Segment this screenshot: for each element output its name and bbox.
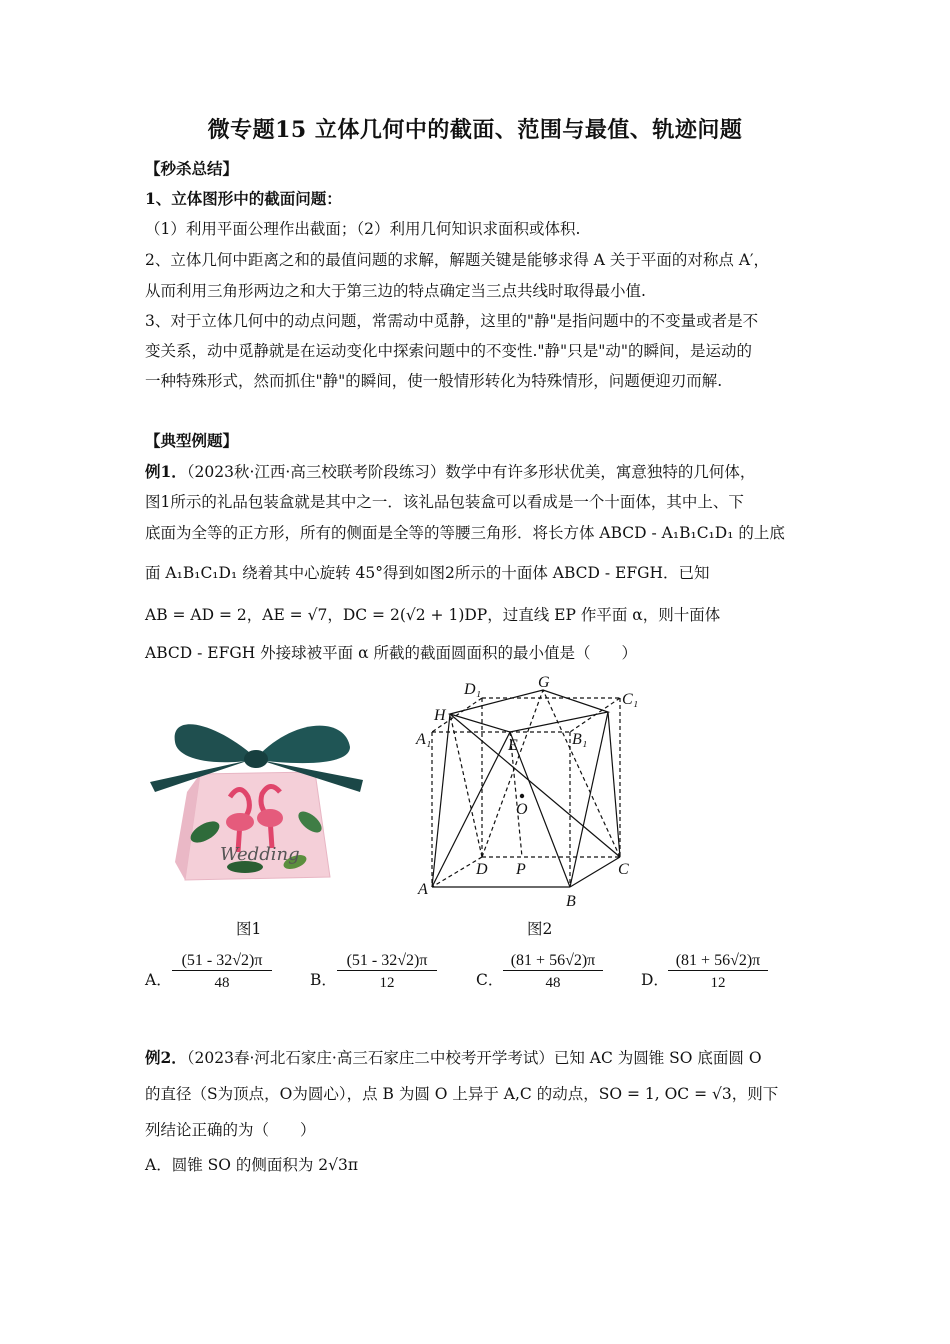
example1-label: 例1． [145, 462, 187, 481]
option-d-fraction [668, 952, 768, 992]
page-title: 微专题15 立体几何中的截面、范围与最值、轨迹问题 [207, 117, 743, 143]
label-b: B [566, 893, 576, 910]
example1-line-5: AB = AD = 2，AE = √7，DC = 2(√2 + 1)DP，过直线 EP 作平面 α，则十面体 [145, 606, 721, 624]
option-c-numerator: (81 + 56√2)π [503, 952, 603, 971]
option-d-denominator: 12 [710, 975, 726, 991]
option-c-denominator: 48 [545, 975, 561, 991]
example2-line-1 [145, 1047, 810, 1069]
example1-line-2: 图1所示的礼品包装盒就是其中之一．该礼品包装盒可以看成是一个十面体，其中上、下 [145, 493, 744, 511]
summary-point-1-body: （1）利用平面公理作出截面；（2）利用几何知识求面积或体积. [145, 220, 581, 238]
summary-header: 【秒杀总结】 [145, 159, 239, 178]
label-h: H [434, 707, 446, 724]
example1-line-1 [145, 461, 810, 483]
summary-point-2-line-1: 2、立体几何中距离之和的最值问题的求解，解题关键是能够求得 A 关于平面的对称点 A′， [145, 251, 770, 269]
option-a-fraction [172, 952, 272, 992]
gift-box-photo [145, 712, 370, 902]
example2-label: 例2． [145, 1048, 187, 1067]
option-b-denominator: 12 [379, 975, 395, 991]
option-c-fraction [503, 952, 603, 992]
option-a-letter: A． [145, 971, 172, 989]
label-d: D [476, 861, 488, 878]
label-g: G [538, 674, 550, 691]
summary-point-3-line-2: 变关系，动中觅静就是在运动变化中探索问题中的不变性."静"只是"动"的瞬间，是运动的 [145, 342, 752, 360]
figure2-caption: 图2 [527, 920, 553, 938]
figure1-caption: 图1 [236, 920, 262, 938]
option-a-denominator: 48 [214, 975, 230, 991]
example2-line-1-text: （2023春·河北石家庄·高三石家庄二中校考开学考试）已知 AC 为圆锥 SO 底面圆 O [186, 1049, 762, 1067]
summary-point-2-line-2: 从而利用三角形两边之和大于第三边的特点确定当三点共线时取得最小值. [145, 282, 646, 300]
option-b-numerator: (51 - 32√2)π [337, 952, 437, 971]
label-o: O [516, 801, 528, 818]
option-d-letter: D． [641, 971, 669, 989]
example1-line-3: 底面为全等的正方形，所有的侧面是全等的等腰三角形．将长方体 ABCD - A₁B₁C₁D₁ 的上底 [145, 524, 785, 542]
option-d-numerator: (81 + 56√2)π [668, 952, 768, 971]
label-b1: B₁ [572, 731, 588, 748]
label-a1: A₁ [416, 731, 432, 748]
summary-point-3-line-3: 一种特殊形式，然而抓住"静"的瞬间，使一般情形转化为特殊情形，问题便迎刃而解. [145, 372, 723, 390]
option-a-numerator: (51 - 32√2)π [172, 952, 272, 971]
example2-line-3: 列结论正确的为（ ） [145, 1121, 316, 1139]
point-o-dot [520, 794, 524, 798]
label-d1: D₁ [464, 681, 482, 698]
example1-line-6: ABCD - EFGH 外接球被平面 α 所截的截面圆面积的最小值是（ ） [145, 644, 637, 662]
option-c-letter: C． [476, 971, 504, 989]
label-e: E [508, 737, 518, 754]
example2-line-2: 的直径（S为顶点，O为圆心），点 B 为圆 O 上异于 A,C 的动点，SO = 1, OC = √3，则下 [145, 1085, 779, 1103]
examples-header: 【典型例题】 [145, 431, 239, 450]
summary-point-1-title: 1、立体图形中的截面问题： [145, 189, 342, 208]
label-p: P [516, 861, 526, 878]
summary-point-3-line-1: 3、对于立体几何中的动点问题，常需动中觅静，这里的"静"是指问题中的不变量或者是不 [145, 312, 759, 330]
label-c: C [618, 861, 629, 878]
example1-line-1-text: （2023秋·江西·高三校联考阶段练习）数学中有许多形状优美，寓意独特的几何体， [186, 463, 756, 481]
option-b-letter: B． [310, 971, 337, 989]
example2-option-a: A．圆锥 SO 的侧面积为 2√3π [145, 1156, 359, 1174]
gift-box-wedding-text: Wedding [220, 844, 300, 865]
decahedron-diagram [410, 672, 650, 912]
option-b-fraction [337, 952, 437, 992]
example1-line-4: 面 A₁B₁C₁D₁ 绕着其中心旋转 45°得到如图2所示的十面体 ABCD - EFGH．已知 [145, 564, 710, 582]
label-a: A [418, 881, 428, 898]
label-c1: C₁ [622, 691, 639, 708]
